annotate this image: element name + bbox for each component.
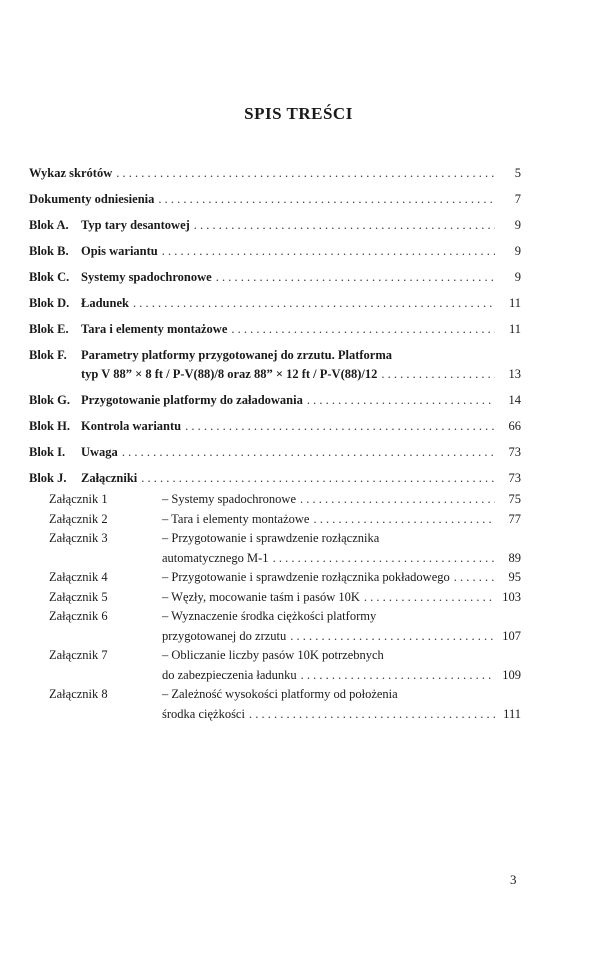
toc-entry-label: Systemy spadochronowe [81,270,212,284]
toc-entry [29,296,521,322]
attachment-label: – Węzły, mocowanie taśm i pasów 10K [162,589,360,604]
dot-leader [381,367,495,382]
toc-entry-page: 73 [508,445,521,459]
toc-entry-page: 11 [508,296,521,310]
dot-leader [185,419,495,434]
toc-entry-page: 66 [508,419,521,433]
toc-entry-page: 5 [514,166,521,180]
toc-entry [29,348,521,367]
toc-entry-prefix: Blok C. [29,270,70,284]
attachment-label: środka ciężkości [162,706,245,721]
toc-entry [29,218,521,244]
toc-entry-prefix: Blok J. [29,471,67,485]
toc-entry-prefix: Blok H. [29,419,70,433]
dot-leader [194,218,495,233]
attachment-entry [29,609,521,629]
dot-leader [133,296,495,311]
toc-entry-label: Parametry platformy przygotowanej do zrzutu. Platforma [81,348,393,362]
attachment-label: – Zależność wysokości platformy od położenia [162,687,398,701]
dot-leader [216,270,495,285]
toc-entry [29,244,521,270]
attachment-label: – Wyznaczenie środka ciężkości platformy [162,609,377,623]
toc-entry-label: Dokumenty odniesienia [29,192,155,206]
attachment-entry [29,570,521,590]
attachment-label: – Przygotowanie i sprawdzenie rozłącznika [162,531,380,545]
attachment-label: do zabezpieczenia ładunku [162,667,297,682]
toc-entry-label: typ V 88” × 8 ft / P-V(88)/8 oraz 88” × 12 ft / P-V(88)/12 [81,367,378,381]
attachment-entry [29,492,521,512]
toc-entry-continuation [29,367,521,393]
toc-entry-page: 9 [514,218,521,232]
attachment-prefix: Załącznik 5 [49,589,108,604]
toc-entry-prefix: Blok D. [29,296,70,310]
attachment-entry [29,590,521,610]
attachment-page: 103 [502,589,521,604]
attachment-entry-continuation [29,707,521,727]
toc-entry [29,471,521,492]
dot-leader [301,668,495,683]
dot-leader [141,471,495,486]
attachment-entry-continuation [29,551,521,571]
toc-entry [29,419,521,445]
toc-entry-prefix: Blok F. [29,348,67,362]
attachment-page: 111 [503,706,521,721]
toc-entry-label: Tara i elementy montażowe [81,322,228,336]
toc-entry-label: Opis wariantu [81,244,158,258]
toc-entry-label: Kontrola wariantu [81,419,182,433]
toc-entry-prefix: Blok B. [29,244,69,258]
toc-entry-page: 9 [514,270,521,284]
attachment-page: 109 [502,667,521,682]
attachment-label: – Obliczanie liczby pasów 10K potrzebnych [162,648,384,662]
attachment-label: przygotowanej do zrzutu [162,628,287,643]
toc-entry-page: 11 [508,322,521,336]
toc-entry [29,393,521,419]
dot-leader [313,512,495,527]
attachment-entry-continuation [29,629,521,649]
toc-entry-label: Ładunek [81,296,129,310]
toc-entry-label: Załączniki [81,471,138,485]
attachment-entry [29,648,521,668]
attachment-prefix: Załącznik 4 [49,570,108,584]
toc-entry-page: 13 [508,367,521,381]
toc-entry-label: Uwaga [81,445,118,459]
attachment-page: 107 [502,628,521,643]
attachment-prefix: Załącznik 1 [49,492,108,506]
attachment-entry [29,687,521,707]
page-number: 3 [510,872,517,887]
attachment-entry [29,512,521,532]
toc-entry-label: Przygotowanie platformy do załadowania [81,393,303,407]
toc-entry [29,192,521,218]
attachment-label: automatycznego M-1 [162,550,269,565]
toc-entry [29,322,521,348]
dot-leader [273,551,495,566]
dot-leader [122,445,495,460]
attachment-page: 89 [508,550,521,565]
dot-leader [158,192,495,207]
toc-entry-prefix: Blok I. [29,445,66,459]
dot-leader [116,166,495,181]
toc-entry-page: 9 [514,244,521,258]
dot-leader [364,590,495,605]
dot-leader [249,707,495,722]
toc-entry [29,445,521,471]
toc-entry-page: 7 [514,192,521,206]
toc-entry-prefix: Blok E. [29,322,69,336]
attachment-page: 75 [508,492,521,506]
attachment-prefix: Załącznik 3 [49,531,108,545]
toc-entry-prefix: Blok G. [29,393,70,407]
table-of-contents [29,166,521,726]
dot-leader [231,322,495,337]
attachment-entry-continuation [29,668,521,688]
attachment-entry [29,531,521,551]
toc-entry-label: Typ tary desantowej [81,218,190,232]
toc-entry-prefix: Blok A. [29,218,69,232]
dot-leader [300,492,495,507]
toc-entry-label: Wykaz skrótów [29,166,113,180]
page-title: SPIS TREŚCI [244,104,353,123]
attachment-label: – Systemy spadochronowe [162,492,297,506]
attachment-page: 77 [508,511,521,526]
dot-leader [454,570,495,585]
attachment-label: – Tara i elementy montażowe [162,511,310,526]
attachment-prefix: Załącznik 6 [49,609,108,623]
dot-leader [290,629,495,644]
attachment-prefix: Załącznik 7 [49,648,108,662]
attachment-prefix: Załącznik 8 [49,687,108,701]
attachment-page: 95 [508,570,521,584]
toc-entry [29,270,521,296]
attachment-prefix: Załącznik 2 [49,511,108,526]
toc-entry-page: 73 [508,471,521,485]
toc-entry-page: 14 [508,393,521,407]
dot-leader [307,393,495,408]
dot-leader [162,244,495,259]
attachment-label: – Przygotowanie i sprawdzenie rozłącznika pokładowego [162,570,450,584]
toc-entry [29,166,521,192]
